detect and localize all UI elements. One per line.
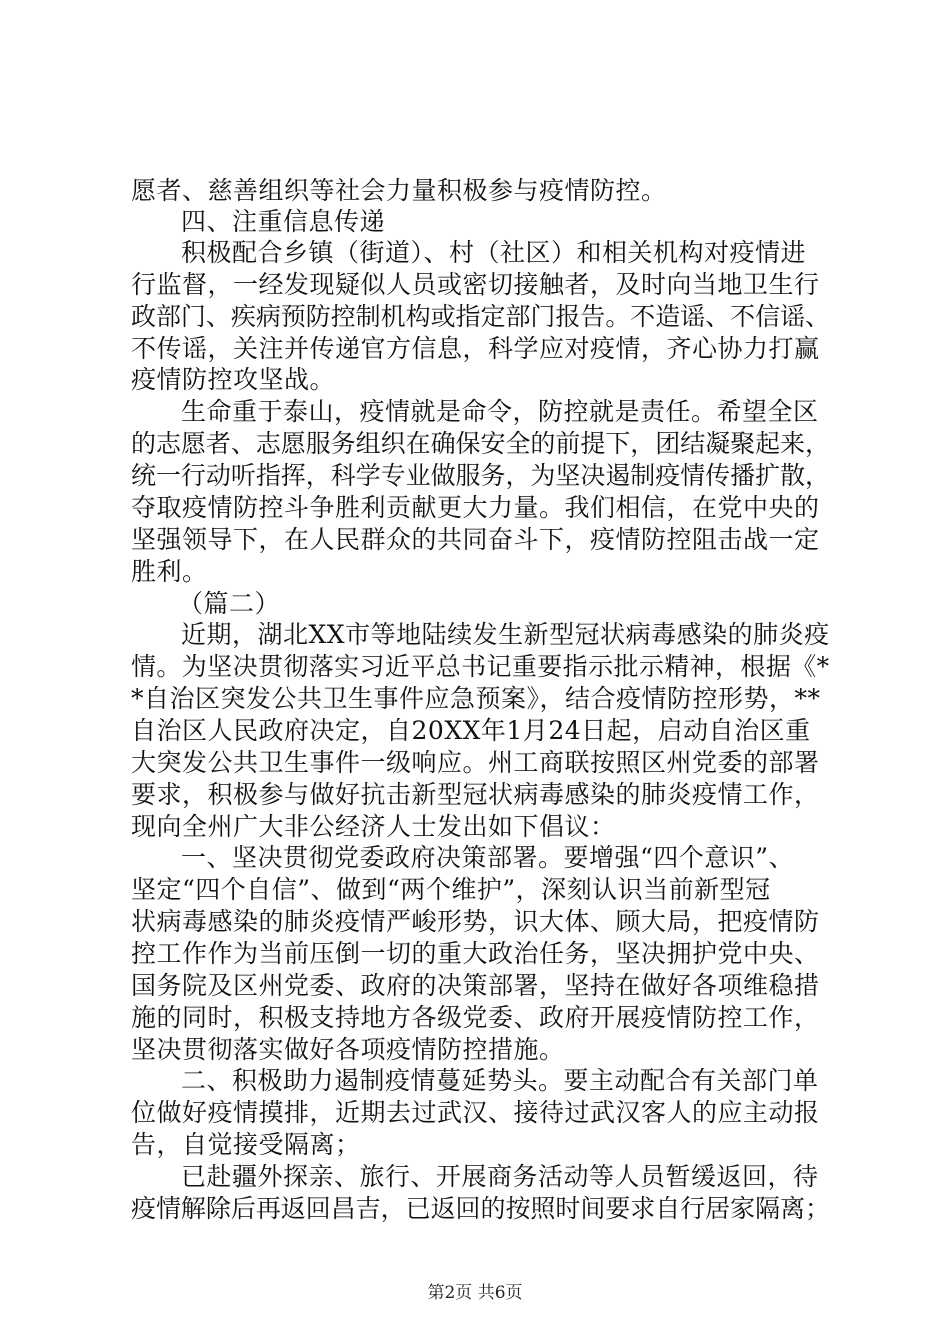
text-line: 自治区人民政府决定，自20XX年1月24日起，启动自治区重 xyxy=(131,716,811,745)
text-line: 已赴疆外探亲、旅行、开展商务活动等人员暂缓返回，待 xyxy=(181,1162,819,1191)
text-line: 统一行动听指挥，科学专业做服务，为坚决遏制疫情传播扩散， xyxy=(131,461,831,490)
text-line: 国务院及区州党委、政府的决策部署，坚持在做好各项维稳措 xyxy=(131,971,820,1000)
text-line: 坚决贯彻落实做好各项疫情防控措施。 xyxy=(131,1035,565,1064)
text-line: 愿者、慈善组织等社会力量积极参与疫情防控。 xyxy=(131,176,667,205)
text-line: 告，自觉接受隔离； xyxy=(131,1130,361,1159)
text-line: 状病毒感染的肺炎疫情严峻形势，识大体、顾大局，把疫情防 xyxy=(131,907,820,936)
text-line: 行监督，一经发现疑似人员或密切接触者，及时向当地卫生行 xyxy=(131,270,820,299)
text-line: 胜利。 xyxy=(131,557,208,586)
text-line: 疫情防控攻坚战。 xyxy=(131,365,336,394)
text-line: 一、坚决贯彻党委政府决策部署。要增强“四个意识”、 xyxy=(181,843,795,872)
text-line: 施的同时，积极支持地方各级党委、政府开展疫情防控工作， xyxy=(131,1003,820,1032)
section-heading: （篇二） xyxy=(178,589,281,618)
text-line: 生命重于泰山，疫情就是命令，防控就是责任。希望全区 xyxy=(181,397,819,426)
text-line: 坚定“四个自信”、做到“两个维护”，深刻认识当前新型冠 xyxy=(131,875,771,904)
text-line: 坚强领导下，在人民群众的共同奋斗下，疫情防控阻击战一定 xyxy=(131,525,820,554)
text-line: *自治区突发公共卫生事件应急预案》，结合疫情防控形势，** xyxy=(131,684,821,713)
text-line: 疫情解除后再返回昌吉，已返回的按照时间要求自行居家隔离； xyxy=(131,1194,831,1223)
section-heading: 四、注重信息传递 xyxy=(181,207,386,236)
text-line: 的志愿者、志愿服务组织在确保安全的前提下，团结凝聚起来， xyxy=(131,429,831,458)
text-line: 近期，湖北XX市等地陆续发生新型冠状病毒感染的肺炎疫 xyxy=(181,620,830,649)
text-line: 控工作作为当前压倒一切的重大政治任务，坚决拥护党中央、 xyxy=(131,939,820,968)
text-line: 大突发公共卫生事件一级响应。州工商联按照区州党委的部署 xyxy=(131,748,820,777)
text-line: 不传谣，关注并传递官方信息，科学应对疫情，齐心协力打赢 xyxy=(131,334,820,363)
text-line: 夺取疫情防控斗争胜利贡献更大力量。我们相信，在党中央的 xyxy=(131,493,820,522)
text-line: 位做好疫情摸排，近期去过武汉、接待过武汉客人的应主动报 xyxy=(131,1098,820,1127)
text-line: 政部门、疾病预防控制机构或指定部门报告。不造谣、不信谣、 xyxy=(131,302,831,331)
text-line: 积极配合乡镇（街道）、村（社区）和相关机构对疫情进 xyxy=(181,238,807,267)
text-line: 二、积极助力遏制疫情蔓延势头。要主动配合有关部门单 xyxy=(181,1066,819,1095)
page-number: 第2页 共6页 xyxy=(427,1283,523,1303)
text-line: 现向全州广大非公经济人士发出如下倡议： xyxy=(131,812,616,841)
text-line: 要求，积极参与做好抗击新型冠状病毒感染的肺炎疫情工作， xyxy=(131,780,820,809)
text-line: 情。为坚决贯彻落实习近平总书记重要指示批示精神，根据《* xyxy=(131,652,830,681)
